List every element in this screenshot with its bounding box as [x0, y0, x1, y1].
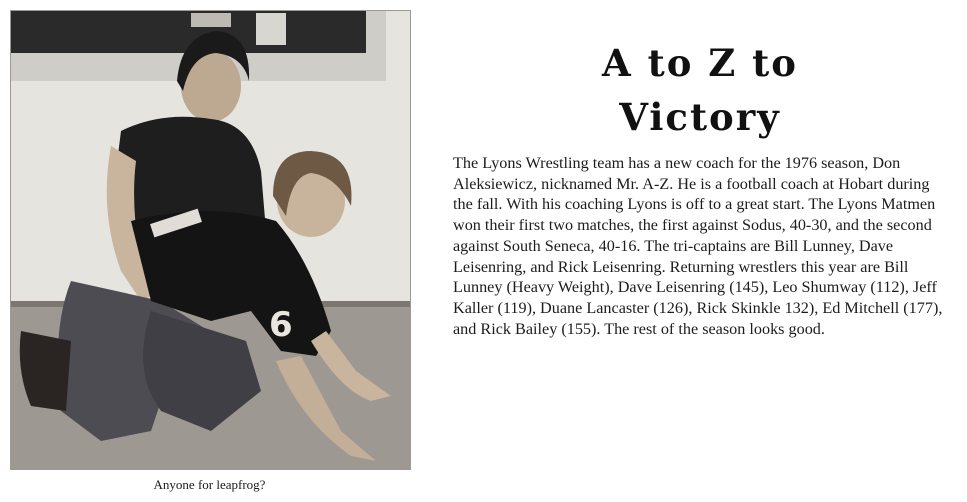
- photo-illustration: [11, 11, 410, 469]
- title-line-2: Victory: [619, 95, 781, 139]
- wrestlers-photo: [10, 10, 411, 470]
- article-title: [520, 36, 880, 144]
- picture-on-wall: [256, 13, 286, 45]
- photo-caption: Anyone for leapfrog?: [153, 477, 266, 492]
- article-body: The Lyons Wrestling team has a new coach for the 1976 season, Don Aleksiewicz, nicknamed Mr. A-Z. He is a football coach at Hobart during the fall. With his coaching Lyons is off to a great start. The Lyons Matmen won their first two matches, the first against Sodus, 40-30, and the second against South Seneca, 40-16. The tri-captains are Bill Lunney, Dave Leisenring, and Rick Leisenring. Returning wrestlers this year are Bill Lunney (Heavy Weight), Dave Leisenring (145), Leo Shumway (112), Jeff Kaller (119), Duane Lancaster (126), Rick Skinkle 132), Ed Mitchell (177), and Rick Bailey (155). The rest of the season looks good.: [453, 154, 943, 338]
- jersey-number: 6: [269, 305, 293, 345]
- shelf-item: [191, 13, 231, 27]
- title-line-1: A to Z to: [602, 41, 798, 85]
